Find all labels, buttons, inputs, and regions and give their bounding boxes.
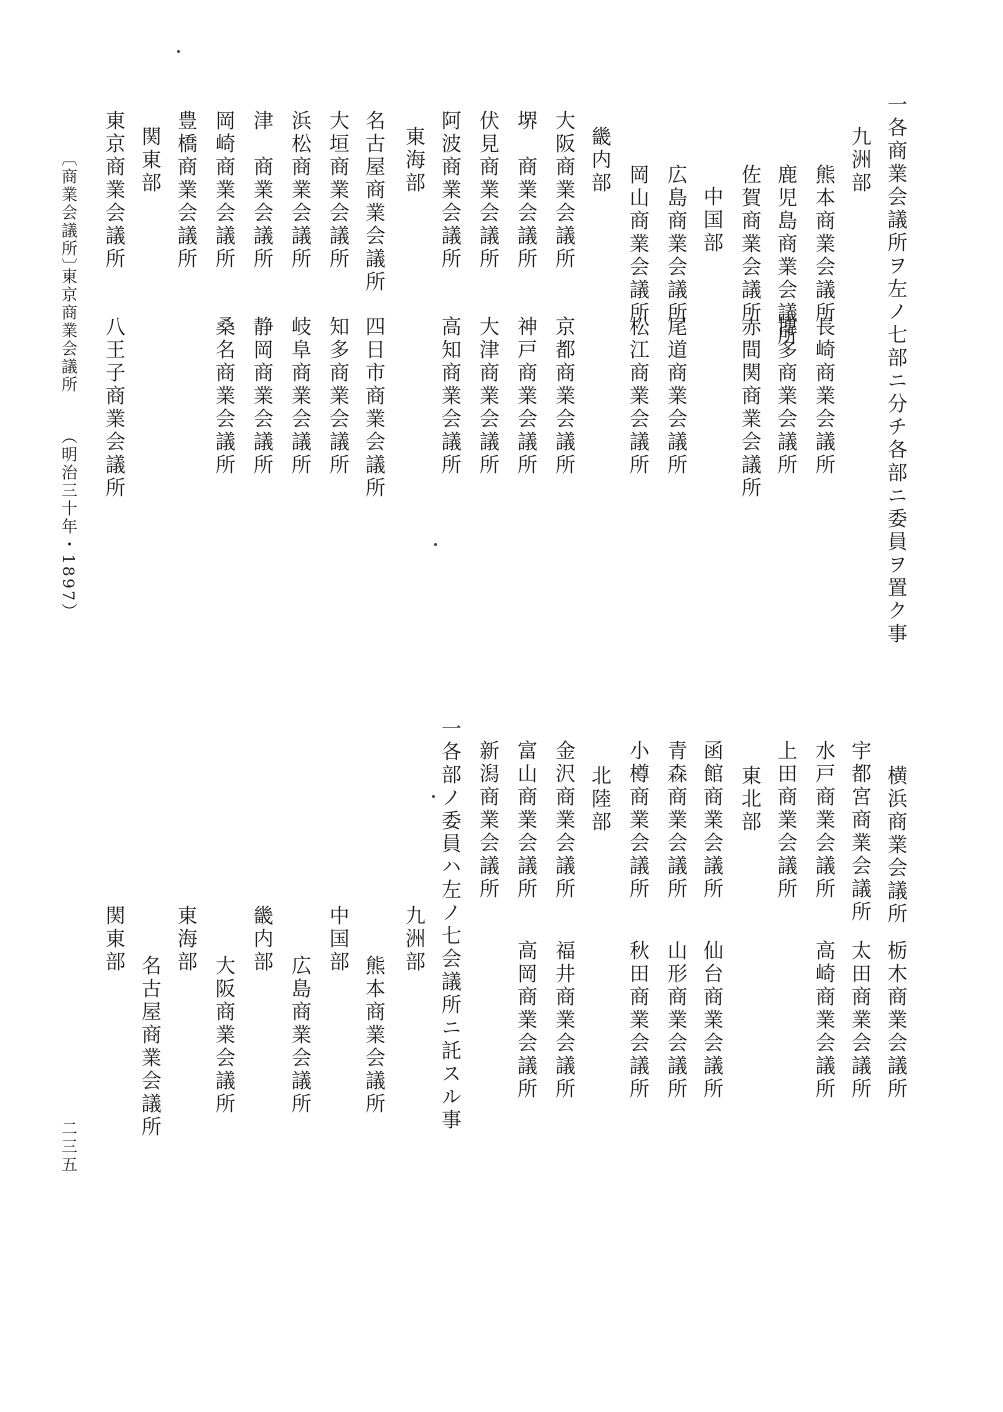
chamber-tochigi: 栃木商業会議所: [884, 940, 908, 1101]
chamber-hiroshima: 広島商業会議所: [664, 164, 688, 325]
committee-chamber-osaka: 大阪商業会議所: [212, 955, 236, 1116]
chamber-takaoka: 高岡商業会議所: [514, 940, 538, 1101]
chamber-yamagata: 山形商業会議所: [664, 940, 688, 1101]
heading-seven-divisions: 一各商業会議所ヲ左ノ七部ニ分チ各部ニ委員ヲ置ク事: [884, 94, 908, 646]
scan-speck: [177, 50, 180, 53]
source-date: （明治三十年・1897）: [59, 428, 78, 621]
chamber-tsu: 津 商業会議所: [250, 110, 274, 271]
committee-region-kanto: 関東部: [102, 905, 126, 974]
chamber-kanazawa: 金沢商業会議所: [552, 740, 576, 901]
chamber-hachioji: 八王子商業会議所: [102, 316, 126, 500]
region-hokuriku: 北陸部: [588, 765, 612, 834]
chamber-kobe: 神戸商業会議所: [514, 316, 538, 477]
committee-region-chugoku: 中国部: [326, 905, 350, 974]
chamber-mito: 水戸商業会議所: [812, 740, 836, 901]
chamber-okayama: 岡山商業会議所: [626, 164, 650, 325]
chamber-kochi: 高知商業会議所: [438, 316, 462, 477]
chamber-hamamatsu: 浜松商業会議所: [288, 110, 312, 271]
scan-speck: [432, 795, 435, 798]
chamber-hakata: 博多商業会議所: [774, 316, 798, 477]
chamber-utsunomiya: 宇都宮商業会議所: [848, 740, 872, 924]
chamber-hakodate: 函館商業会議所: [700, 740, 724, 901]
chamber-toyama: 富山商業会議所: [514, 740, 538, 901]
chamber-ogaki: 大垣商業会議所: [326, 110, 350, 271]
chamber-yokkaichi: 四日市商業会議所: [362, 316, 386, 500]
chamber-akamagaseki: 赤間関商業会議所: [738, 316, 762, 500]
chamber-kumamoto: 熊本商業会議所: [812, 164, 836, 325]
page-number: 二三五: [59, 1120, 78, 1174]
chamber-kagoshima: 鹿児島商業会議所: [774, 164, 798, 348]
heading-seven-committees: 一各部ノ委員ハ左ノ七会議所ニ託スル事: [438, 718, 462, 1132]
region-kanto: 関東部: [138, 126, 162, 195]
chamber-saga: 佐賀商業会議所: [738, 164, 762, 325]
region-kyushu: 九洲部: [848, 126, 872, 195]
chamber-akita: 秋田商業会議所: [626, 940, 650, 1101]
scan-speck: [434, 543, 437, 546]
chamber-takasaki: 高崎商業会議所: [812, 940, 836, 1101]
committee-chamber-hiroshima: 広島商業会議所: [288, 955, 312, 1116]
source-name: 東京商業会議所: [59, 268, 78, 394]
region-tokai: 東海部: [402, 126, 426, 195]
committee-region-kinai: 畿内部: [250, 905, 274, 974]
chamber-otaru: 小樽商業会議所: [626, 740, 650, 901]
region-chugoku: 中国部: [700, 186, 724, 255]
chamber-tokyo: 東京商業会議所: [102, 110, 126, 271]
chamber-otsu: 大津商業会議所: [476, 316, 500, 477]
committee-region-tokai: 東海部: [174, 905, 198, 974]
chamber-fukui: 福井商業会議所: [552, 940, 576, 1101]
chamber-toyohashi: 豊橋商業会議所: [174, 110, 198, 271]
chamber-sendai: 仙台商業会議所: [700, 940, 724, 1101]
committee-chamber-kumamoto: 熊本商業会議所: [362, 955, 386, 1116]
chamber-nagasaki: 長崎商業会議所: [812, 316, 836, 477]
chamber-okazaki: 岡崎商業会議所: [212, 110, 236, 271]
chamber-aomori: 青森商業会議所: [664, 740, 688, 901]
chamber-kyoto: 京都商業会議所: [552, 316, 576, 477]
chamber-nagoya: 名古屋商業会議所: [362, 110, 386, 294]
region-tohoku: 東北部: [738, 765, 762, 834]
chamber-onomichi: 尾道商業会議所: [664, 316, 688, 477]
chamber-yokohama: 横浜商業会議所: [884, 765, 908, 926]
chamber-awa: 阿波商業会議所: [438, 110, 462, 271]
chamber-ueda: 上田商業会議所: [774, 740, 798, 901]
section-label: 〔商業会議所〕: [59, 150, 78, 276]
chamber-kuwana: 桑名商業会議所: [212, 316, 236, 477]
committee-chamber-nagoya: 名古屋商業会議所: [138, 955, 162, 1139]
chamber-ota: 太田商業会議所: [848, 940, 872, 1101]
chamber-osaka: 大阪商業会議所: [552, 110, 576, 271]
chamber-sakai: 堺 商業会議所: [514, 110, 538, 271]
chamber-niigata: 新潟商業会議所: [476, 740, 500, 901]
chamber-gifu: 岐阜商業会議所: [288, 316, 312, 477]
committee-region-kyushu: 九洲部: [402, 905, 426, 974]
chamber-matsue: 松江商業会議所: [626, 316, 650, 477]
region-kinai: 畿内部: [588, 126, 612, 195]
chamber-chita: 知多商業会議所: [326, 316, 350, 477]
chamber-fushimi: 伏見商業会議所: [476, 110, 500, 271]
chamber-shizuoka: 静岡商業会議所: [250, 316, 274, 477]
